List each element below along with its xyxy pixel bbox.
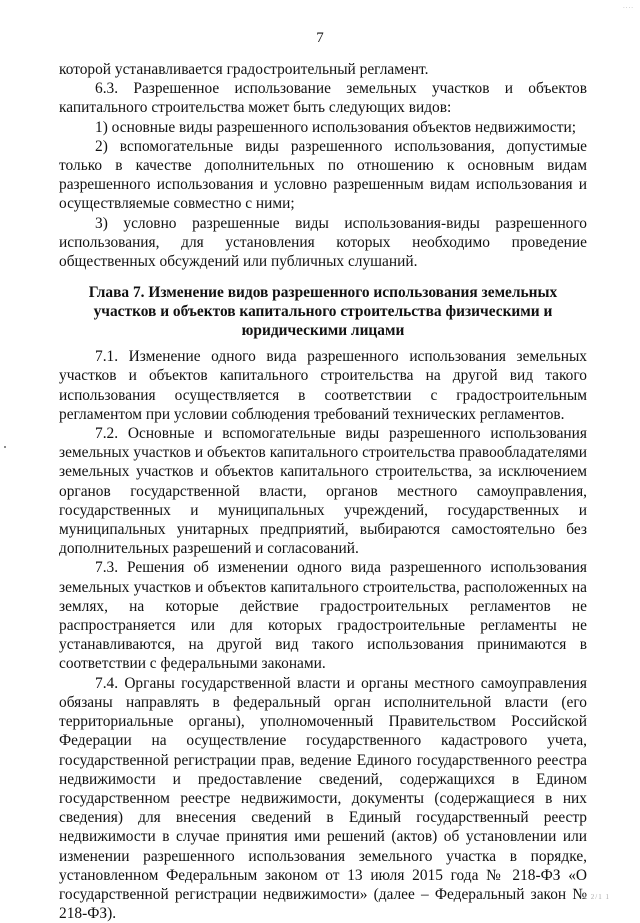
page-number: 7 — [316, 30, 324, 46]
chapter-heading: Глава 7. Изменение видов разрешенного использования земельных участков и объектов капитального строительства физическими и юридическими лицами — [88, 284, 558, 340]
document-body — [59, 60, 587, 923]
paragraph-6-3: 6.3. Разрешенное использование земельных участков и объектов капитального строительства может быть следующих видов: — [59, 80, 587, 117]
list-item-3: 3) условно разрешенные виды использования-виды разрешенного использования, для установления которых необходимо проведение общественных обсуждений или публичных слушаний. — [59, 214, 587, 271]
footer-mark: 1 2/1 1 — [583, 893, 610, 901]
scan-dot — [4, 446, 6, 448]
paragraph-7-2: 7.2. Основные и вспомогательные виды разрешенного использования земельных участков и объектов капитального строительства правообладателями земельных участков и объектов капитального строительства, за исключением органов государственной власти, органов местного самоуправления, государственных и муниципальных учреждений, государственных и муниципальных унитарных предприятий, выбираются самостоятельно без дополнительных разрешений и согласований. — [59, 425, 587, 558]
paragraph-continuation: которой устанавливается градостроительный регламент. — [59, 61, 429, 78]
paragraph-7-3: 7.3. Решения об изменении одного вида разрешенного использования земельных участков и объектов капитального строительства, расположенных на землях, на которые действие градостроительных регламентов не распространяется или для которых градостроительные регламенты не устанавливаются, на другой вид такого использования принимаются в соответствии с федеральными законами. — [59, 559, 587, 673]
list-item-1: 1) основные виды разрешенного использования объектов недвижимости; — [95, 118, 576, 136]
list-item-2: 2) вспомогательные виды разрешенного использования, допустимые только в качестве дополнительных по отношению к основным видам разрешенного использования и условно разрешенным видам использования и осуществляемые совместно с ними; — [59, 137, 587, 213]
corner-mark: .... — [623, 2, 634, 10]
paragraph-7-1: 7.1. Изменение одного вида разрешенного использования земельных участков и объектов капитального строительства на другой вид такого использования осуществляется в соответствии с градостроительным регламентом при условии соблюдения требований технических регламентов. — [59, 348, 587, 423]
paragraph-7-4: 7.4. Органы государственной власти и органы местного самоуправления обязаны направлять в федеральный орган исполнительной власти (его территориальные органы), уполномоченный Правительством Российской Федерации на осуществление государственного кадастрового учета, государственной регистрации прав, ведение Единого государственного реестра недвижимости и предоставление сведений, содержащихся в Едином государственном реестре недвижимости, документы (содержащиеся в них сведения) для внесения сведений в Единый государственный реестр недвижимости в случае принятия ими решений (актов) об установлении или изменении разрешенного использования земельного участка в порядке, установленном Федеральным законом от 13 июля 2015 года № 218-ФЗ «О государственной регистрации недвижимости» (далее – Федеральный закон № 218-ФЗ). — [59, 674, 587, 923]
